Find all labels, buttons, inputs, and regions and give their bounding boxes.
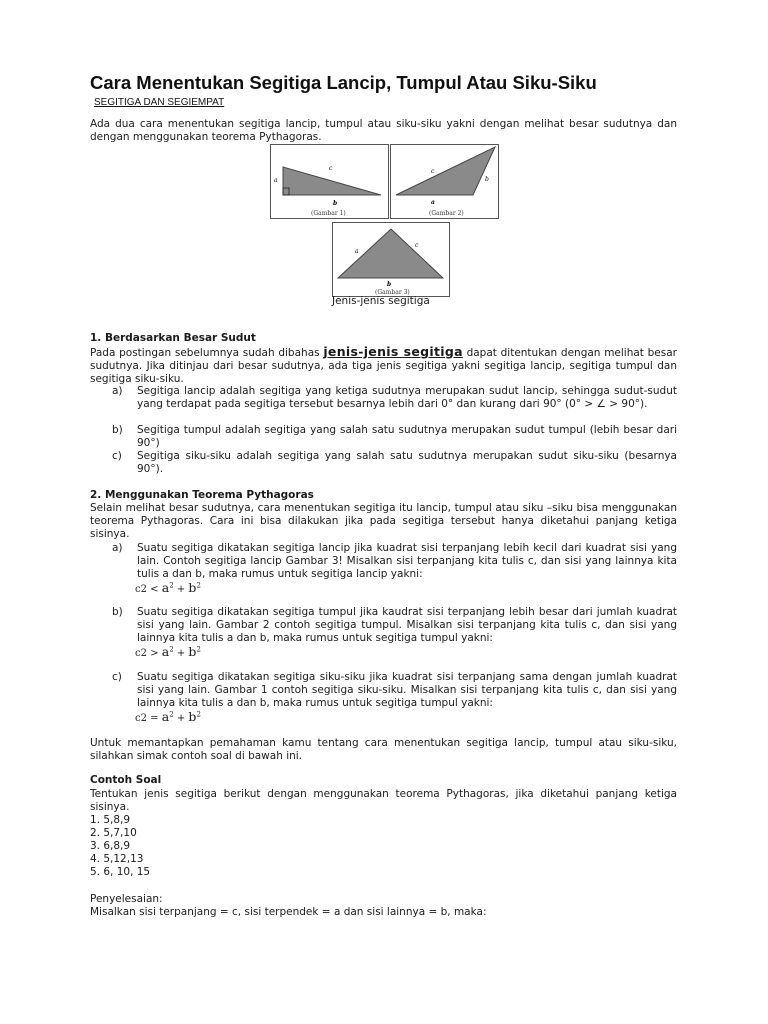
list-item: 3. 6,8,9 bbox=[90, 840, 131, 852]
section2-heading: 2. Menggunakan Teorema Pythagoras bbox=[90, 489, 314, 501]
jenis-segitiga-link[interactable]: jenis-jenis segitiga bbox=[323, 344, 463, 359]
list-item: a) Suatu segitiga dikatakan segitiga lancip jika kuadrat sisi terpanjang lebih kecil dari kuadrat sisi yang lain. Contoh segitiga lancip Gambar 3! Misalkan sisi terpanjang kita tulis c, dan sisi yang lainnya kita tulis a dan b, maka rumus untuk segitiga lancip yakni: bbox=[112, 542, 677, 581]
intro-paragraph: Ada dua cara menentukan segitiga lancip, tumpul atau siku-siku yakni dengan melihat besar sudutnya dan dengan menggunakan teorema Pythagoras. bbox=[90, 118, 677, 144]
formula-tumpul: $c2 > a^2 + b^2$ bbox=[135, 644, 201, 659]
figure-obtuse-triangle bbox=[390, 144, 499, 219]
list-item: 4. 5,12,13 bbox=[90, 853, 144, 865]
list-item: b) Suatu segitiga dikatakan segitiga tumpul jika kaudrat sisi terpanjang lebih besar dari jumlah kuadrat sisi yang lain. Gambar 2 contoh segitiga tumpul. Misalkan sisi terpanjang kita tulis c, dan sisi yang lainnya kita tulis a dan b, maka rumus untuk segitiga tumpul yakni: bbox=[112, 606, 677, 645]
figure-caption: Jenis-jenis segitiga bbox=[332, 295, 430, 307]
fig2-label-a: a bbox=[431, 199, 435, 206]
list-item: b) Segitiga tumpul adalah segitiga yang salah satu sudutnya merupakan sudut tumpul (lebih besar dari 90°) bbox=[112, 424, 677, 450]
list-item: a) Segitiga lancip adalah segitiga yang ketiga sudutnya merupakan sudut lancip, sehingga sudut-sudut yang terdapat pada segitiga tersebut besarnya lebih dari 0° dan kurang dari 90° (0° > ∠ > 90°). bbox=[112, 385, 677, 411]
list-item: 2. 5,7,10 bbox=[90, 827, 137, 839]
list-item: c) Suatu segitiga dikatakan segitiga siku-siku jika kuadrat sisi terpanjang sama dengan jumlah kuadrat sisi yang lain. Gambar 1 contoh segitiga siku-siku. Misalkan sisi terpanjang kita tulis c, dan sisi yang lainnya kita tulis a dan b, maka rumus untuk segitiga tumpul yakni: bbox=[112, 671, 677, 710]
misalkan-text: Misalkan sisi terpanjang = c, sisi terpendek = a dan sisi lainnya = b, maka: bbox=[90, 906, 487, 918]
list-item: 5. 6, 10, 15 bbox=[90, 866, 151, 878]
formula-siku: $c2 = a^2 + b^2$ bbox=[135, 709, 201, 724]
fig3-caption: (Gambar 3) bbox=[375, 289, 410, 296]
formula-lancip: $c2 < a^2 + b^2$ bbox=[135, 580, 201, 595]
section1-heading: 1. Berdasarkan Besar Sudut bbox=[90, 332, 256, 344]
fig1-label-a: a bbox=[274, 177, 278, 184]
figure-right-triangle bbox=[270, 144, 389, 219]
fig2-label-b: b bbox=[485, 176, 489, 183]
fig3-label-c: c bbox=[415, 242, 419, 249]
section1-paragraph: Pada postingan sebelumnya sudah dibahas jenis-jenis segitiga dapat ditentukan dengan melihat besar sudutnya. Jika ditinjau dari besar sudutnya, ada tiga jenis segitiga yakni segitiga lancip, segitiga tumpul dan segitiga siku-siku. bbox=[90, 344, 677, 386]
section2-closing: Untuk memantapkan pemahaman kamu tentang cara menentukan segitiga lancip, tumpul atau siku-siku, silahkan simak contoh soal di bawah ini. bbox=[90, 737, 677, 763]
contoh-soal-text: Tentukan jenis segitiga berikut dengan menggunakan teorema Pythagoras, jika diketahui panjang ketiga sisinya. bbox=[90, 788, 677, 814]
fig1-label-c: c bbox=[329, 165, 333, 172]
subtitle: SEGITIGA DAN SEGIEMPAT bbox=[94, 97, 225, 108]
fig1-label-b: b bbox=[333, 200, 338, 207]
penyelesaian-label: Penyelesaian: bbox=[90, 893, 163, 905]
fig3-label-a: a bbox=[355, 248, 359, 255]
fig1-caption: (Gambar 1) bbox=[311, 210, 346, 217]
list-item: 1. 5,8,9 bbox=[90, 814, 131, 826]
list-item: c) Segitiga siku-siku adalah segitiga yang salah satu sudutnya merupakan sudut siku-siku (besarnya 90°). bbox=[112, 450, 677, 476]
fig2-label-c: c bbox=[431, 168, 435, 175]
figure-acute-triangle bbox=[332, 222, 450, 297]
fig3-label-b: b bbox=[387, 281, 392, 288]
fig2-caption: (Gambar 2) bbox=[429, 210, 464, 217]
contoh-soal-heading: Contoh Soal bbox=[90, 774, 162, 786]
page-title: Cara Menentukan Segitiga Lancip, Tumpul Atau Siku-Siku bbox=[90, 72, 597, 93]
section2-intro: Selain melihat besar sudutnya, cara menentukan segitiga itu lancip, tumpul atau siku –siku bisa menggunakan teorema Pythagoras. Cara ini bisa dilakukan jika pada segitiga tersebut hanya diketahui panjang ketiga sisinya. bbox=[90, 502, 677, 541]
